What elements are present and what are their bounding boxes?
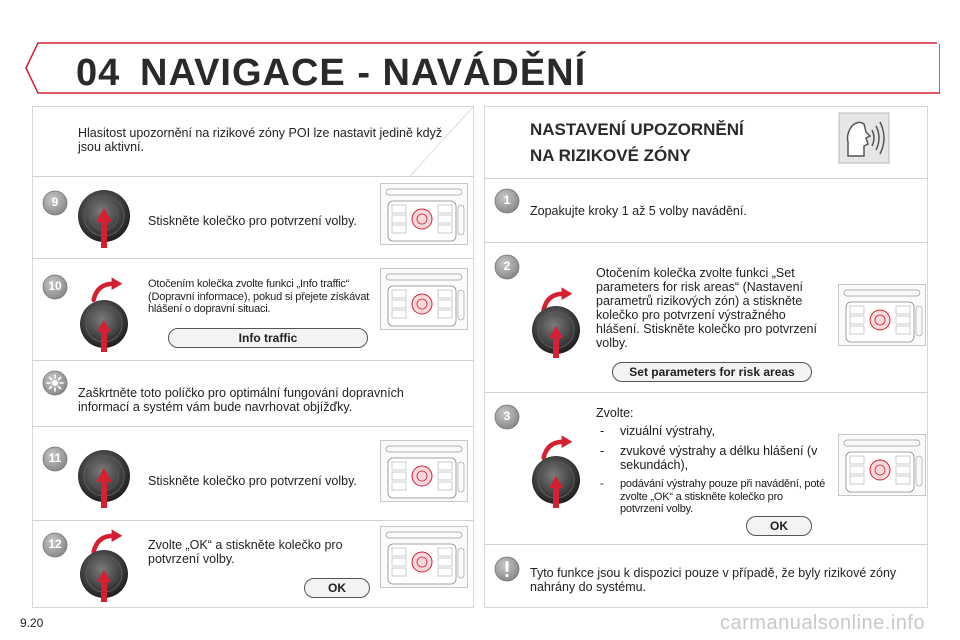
step-label-3: Zvolte: — [596, 406, 634, 420]
divider — [484, 242, 928, 243]
step-text-2: Otočením kolečka zvolte funkci „Set parameters for risk areas“ (Nastavení parametrů rizikových zón) a stiskněte kolečko pro potvrzení výstražného hlášení. Stiskněte kolečko pro potvrzení volby. — [596, 266, 817, 350]
radio-console-icon — [380, 440, 468, 502]
step-text-1: Zopakujte kroky 1 až 5 volby navádění. — [530, 204, 747, 218]
tip-sun-icon — [42, 370, 68, 396]
step-number-11: 11 — [48, 451, 62, 465]
knob-press-icon — [74, 446, 134, 510]
step-number-10: 10 — [48, 279, 62, 293]
step-text-11: Stiskněte kolečko pro potvrzení volby. — [148, 474, 357, 488]
step-text-9: Stiskněte kolečko pro potvrzení volby. — [148, 214, 357, 228]
warning-text: Tyto funkce jsou k dispozici pouze v případě, že byly rizikové zóny nahrány do systému. — [530, 566, 897, 594]
knob-turn-icon — [74, 290, 134, 354]
divider — [32, 360, 474, 361]
divider — [32, 426, 474, 427]
option-audio: - zvukové výstrahy a délku hlášení (v sekundách), — [596, 444, 828, 472]
knob-turn-icon — [526, 296, 586, 360]
divider — [32, 258, 474, 259]
knob-turn-icon — [74, 540, 134, 604]
radio-console-icon — [380, 526, 468, 588]
option-list — [596, 424, 828, 522]
divider — [484, 392, 928, 393]
tip-text: Zaškrtněte toto políčko pro optimální fungování dopravních informací a systém vám bude navrhovat objížďky. — [78, 386, 404, 414]
step-text-10: Otočením kolečka zvolte funkci „Info traffic“ (Dopravní informace), pokud si přejete získávat hlášení o dopravní situaci. — [148, 278, 370, 315]
radio-console-icon — [838, 284, 926, 346]
radio-console-icon — [838, 434, 926, 496]
left-intro-text: Hlasitost upozornění na rizikové zóny POI lze nastavit jedině když jsou aktivní. — [78, 126, 443, 154]
step-number-1: 1 — [503, 193, 511, 207]
ok-button[interactable]: OK — [746, 516, 812, 536]
option-guidance-only: - podávání výstrahy pouze při navádění, poté zvolte „OK“ a stiskněte kolečko pro potvrzení volby. — [596, 478, 828, 516]
option-visual: - vizuální výstrahy, — [596, 424, 828, 438]
radio-console-icon — [380, 268, 468, 330]
chapter-number: 04 — [76, 52, 121, 94]
page-title: NAVIGACE - NAVÁDĚNÍ — [140, 52, 587, 94]
step-number-2: 2 — [503, 259, 511, 273]
divider — [32, 176, 474, 177]
step-number-9: 9 — [51, 195, 59, 209]
ok-button[interactable]: OK — [304, 578, 370, 598]
radio-console-icon — [380, 183, 468, 245]
intro-corner-decoration — [380, 106, 474, 176]
info-traffic-button[interactable]: Info traffic — [168, 328, 368, 348]
step-text-12: Zvolte „OK“ a stiskněte kolečko pro potvrzení volby. — [148, 538, 343, 566]
page-number: 9.20 — [20, 616, 44, 630]
set-parameters-button[interactable]: Set parameters for risk areas — [612, 362, 812, 382]
section-title-line-1: NASTAVENÍ UPOZORNĚNÍ — [530, 120, 744, 139]
voice-speaker-icon — [838, 112, 890, 164]
warning-exclamation-icon — [494, 556, 520, 582]
section-title-line-2: NA RIZIKOVÉ ZÓNY — [530, 146, 691, 165]
divider — [32, 520, 474, 521]
divider — [484, 544, 928, 545]
knob-turn-icon — [526, 446, 586, 510]
step-number-12: 12 — [48, 537, 62, 551]
step-number-3: 3 — [503, 409, 511, 423]
divider — [484, 178, 928, 179]
watermark: carmanualsonline.info — [720, 612, 926, 634]
knob-press-icon — [74, 186, 134, 250]
